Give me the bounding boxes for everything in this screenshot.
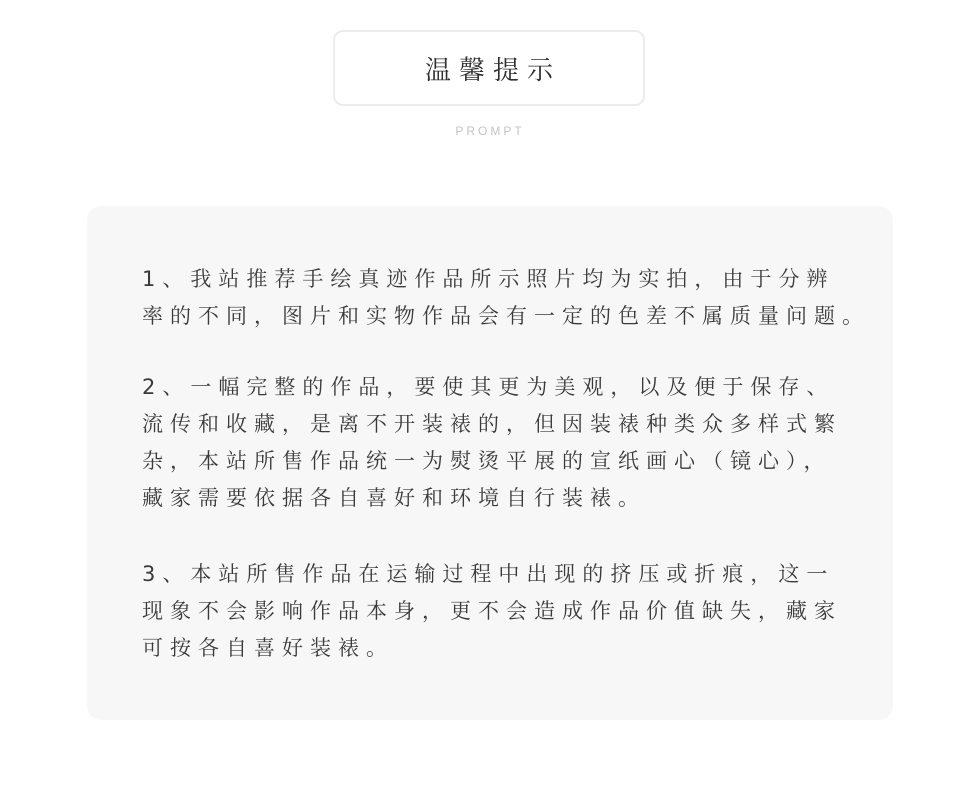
title-box [333,30,645,106]
page-subtitle: PROMPT [455,124,525,138]
notice-paragraph-1 [142,261,872,335]
notice-line: 藏家需要依据各自喜好和环境自行装裱。 [142,486,646,510]
notice-line: 杂，本站所售作品统一为熨烫平展的宣纸画心（镜心）， [142,449,832,473]
notice-line: 2、一幅完整的作品，要使其更为美观，以及便于保存、 [142,375,835,399]
notice-line: 1、我站推荐手绘真迹作品所示照片均为实拍，由于分辨 [142,267,835,291]
notice-line: 流传和收藏，是离不开装裱的，但因装裱种类众多样式繁 [142,412,842,436]
notice-line: 可按各自喜好装裱。 [142,636,394,660]
notice-line: 3、本站所售作品在运输过程中出现的挤压或折痕，这一 [142,562,835,586]
notice-line: 率的不同，图片和实物作品会有一定的色差不属质量问题。 [142,304,870,328]
notice-paragraph-3 [142,556,872,667]
notice-paragraph-2 [142,369,872,517]
page-title: 温馨提示 [424,55,561,86]
notice-line: 现象不会影响作品本身，更不会造成作品价值缺失，藏家 [142,599,842,623]
notice-panel [87,206,893,720]
